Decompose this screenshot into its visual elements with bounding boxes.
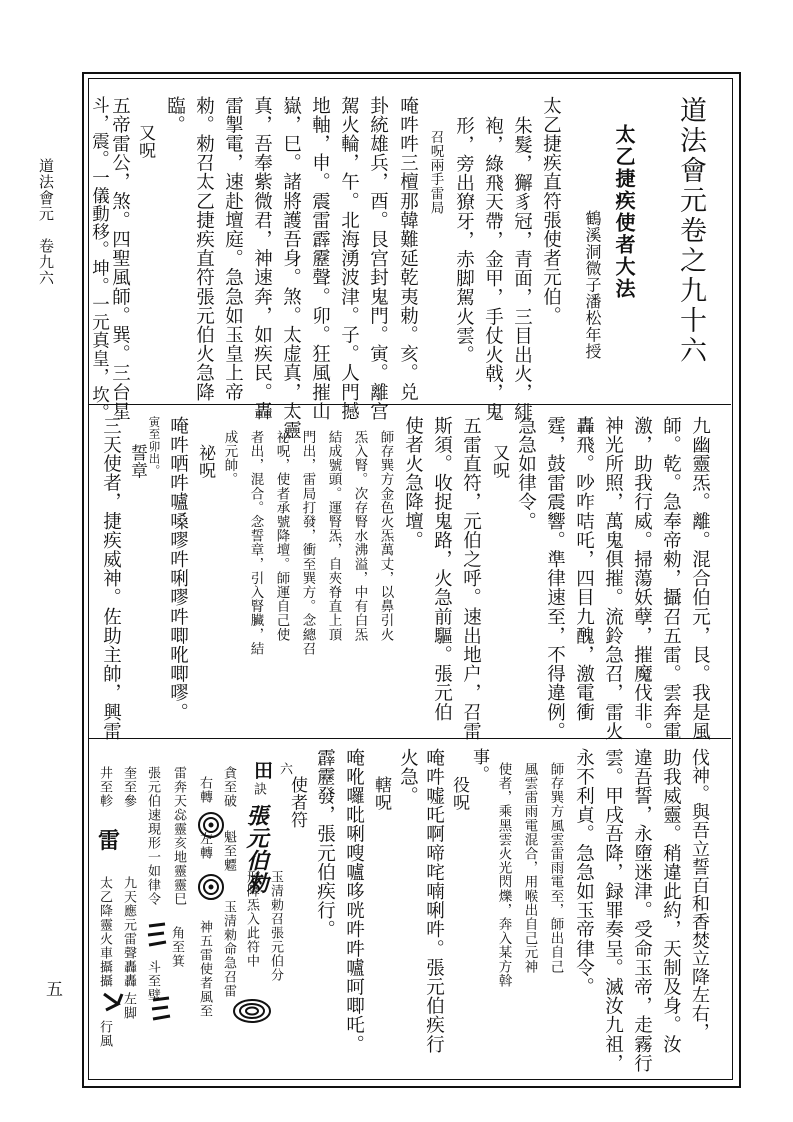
p1-line-8: 駕火輪，午。北海湧波津。子。人門撼 [338, 96, 360, 421]
talisman-note-5: 右轉 [197, 776, 212, 804]
p1-line-3: 袍，綠飛天帶，金甲，手仗火戟，鬼 [482, 116, 504, 422]
p2-line-1: 九幽靈炁。離。混合伯元，艮。我是風 [689, 416, 711, 741]
p2-line-13: 炁入腎。次存腎水沸溢，中有白炁 [351, 430, 368, 642]
talisman-note-17: 左脚 [121, 992, 136, 1020]
p1-line-17: 斗，震。一儀動移。坤。一元真皇，坎。 [89, 96, 110, 422]
talisman-jue: 訣 [251, 782, 266, 796]
p2-line-23: 三天使者，捷疾威神。佐助主帥，興雷 [100, 416, 122, 741]
panel-divider-1 [88, 404, 731, 405]
method-heading: 太乙捷疾使者大法 [612, 124, 636, 300]
talisman-note-12: 斗至壁 [145, 960, 160, 1002]
p1-line-12: 雷掣電，速赴壇庭。急急如玉皇上帝 [222, 96, 244, 402]
running-head: 道法會元 卷九六 [37, 158, 55, 286]
p2-line-11: 使者火急降壇。 [402, 416, 424, 550]
p2-line-3: 激，助我行威。掃蕩妖孽，摧魔伐非。 [631, 416, 653, 741]
p3-line-12: 火急。 [397, 748, 419, 806]
p1-line-14: 臨。 [164, 96, 186, 135]
talisman-three-strokes-2 [150, 994, 172, 1024]
p2-line-14: 結成號頭。運腎炁，自夾脊直上頂 [325, 430, 342, 642]
p2-line-19: 祕呪 [195, 444, 215, 480]
p2-line-21: 寅至卯出。 [147, 416, 162, 477]
p2-line-12: 師存巽方金色火炁萬丈，以鼻引火 [377, 430, 394, 642]
talisman-note-6: 左轉 [197, 832, 212, 860]
talisman-fu-name: 張元伯勑 [243, 804, 269, 895]
talisman-note-11: 張元伯速現形一如律令 [145, 766, 160, 906]
talisman-note-9: 雷奔天惢靈亥地靈靈巳 [171, 766, 186, 906]
talisman-foot-mark [100, 990, 126, 1014]
p1-line-9: 地軸，申。震雷霹靂聲。卯。狂風摧山 [309, 96, 331, 421]
talisman-lei-char: 雷 [98, 828, 121, 854]
talisman-note-2: 形降炁入此符中 [244, 870, 259, 968]
p2-line-17: 者出，混合。念誓章，引入腎臟，結 [247, 430, 264, 656]
p3-line-11: 唵吽嘘吒啊啼咤喃唎吽。張元伯疾行 [423, 748, 445, 1054]
p3-line-10: 役呪 [449, 776, 469, 812]
p3-line-8: 使者，乘黑雲火光閃爍，奔入某方斡 [495, 762, 512, 988]
talisman-note-16: 太乙降靈火車攝攝 [97, 876, 112, 988]
p2-line-5: 轟飛。吵咋咭吒，四目九醜，激電衝 [573, 416, 595, 722]
p1-line-2: 朱髮，獬豸冠，青面，三目出火，緋 [511, 116, 533, 422]
talisman-note-8: 神五雷使者風至 [197, 920, 212, 1018]
talisman-liu: 六 [277, 762, 292, 776]
talisman-spiral-right [196, 810, 226, 840]
p2-line-18: 成元帥。 [221, 430, 238, 487]
p2-line-9: 五雷直符，元伯之呼。速出地户，召雷 [460, 416, 482, 741]
p1-line-6: 唵吽吽三檀那韓難延乾夷勅。亥。兑 [397, 96, 419, 402]
talisman-note-15: 井至軫 [97, 766, 112, 808]
p2-line-4: 神光所照，萬鬼俱摧。流鈴急召，雷火 [602, 416, 624, 741]
p3-line-1: 伐神。與吾立誓百和香焚立降左右， [689, 748, 710, 1041]
p3-line-14: 唵吪囉吡唎嗖嚧哆咣吽吽嚧呵唧吒。 [343, 748, 365, 1054]
p2-line-10: 斯須。收捉鬼路，火急前驅。張元伯 [431, 416, 453, 722]
p3-line-6: 師存巽方風雲雷雨電至，師出自己 [547, 762, 564, 974]
p1-line-11: 真，吾奉紫微君，神速奔，如疾民。轟 [251, 96, 273, 421]
volume-title: 道法會元卷之九十六 [675, 96, 706, 366]
author-line: 鶴溪洞微子潘松年授 [583, 210, 602, 360]
p3-line-9: 事。 [469, 748, 489, 784]
talisman-zi-mark: 田 [254, 760, 274, 782]
talisman-note-18: 行風 [97, 1020, 112, 1048]
p3-line-7: 風雲雷雨電混合，用喉出自己元神 [521, 762, 538, 974]
p2-line-20: 唵吽哂吽嚧嗓嘐吽唎嘐吽唧吪唧嘐。 [167, 416, 189, 722]
p3-line-3: 違吾誓，永墮迷津。受命玉帝，走霧行 [631, 748, 653, 1073]
talisman-note-7: 玉清勑命急召雷 [221, 900, 236, 998]
talisman-note-14: 九天應元雷聲轟轟 [121, 876, 136, 988]
p2-line-8: 又呪 [489, 444, 509, 480]
p3-line-4: 雲。甲戌吾降，録罪奏呈。滅汝九祖， [602, 748, 624, 1073]
p1-line-1: 太乙捷疾直符張使者元伯。 [540, 96, 562, 326]
folio: 五 [42, 980, 62, 998]
p3-line-13: 轄呪 [371, 776, 391, 812]
p1-line-13: 勑。勑召太乙捷疾直符張元伯火急降 [193, 96, 215, 402]
p1-line-5: 召呪兩手雷局 [427, 130, 444, 215]
p3-line-5: 永不利貞。急急如玉帝律令。 [573, 748, 595, 997]
p3-line-2: 助我威靈。稍違此約，天制及身。汝 [660, 748, 682, 1054]
talisman-note-10: 角至箕 [169, 926, 184, 968]
talisman-note-4: 魁至魒 [221, 830, 236, 872]
talisman-note-3: 貪至破 [221, 766, 236, 808]
talisman-note-13: 奎至參 [121, 766, 136, 808]
p1-line-10: 嶽，巳。諸將護吾身。煞。太虚真，太靈 [280, 96, 302, 440]
p3-line-15: 霹靂發，張元伯疾行。 [314, 748, 336, 939]
talisman-three-strokes-1 [146, 920, 168, 950]
talisman-note-1: 玉清勅召張元伯分 [268, 870, 283, 982]
p1-line-4: 形，旁出獠牙，赤脚駕火雲。 [453, 116, 475, 365]
talisman-spiral-left [196, 872, 226, 902]
p1-line-16: 五帝雷公，煞。四聖風師。巽。三台星 [109, 96, 131, 421]
p1-line-7: 卦統雄兵，酉。艮宫封鬼門。寅。離宫 [367, 96, 389, 421]
p2-line-2: 師。乾。急奉帝勑，攝召五雷。雲奔電 [660, 416, 682, 741]
p1-line-15: 又呪 [135, 124, 155, 160]
p2-line-16: 祕呪，使者承號降壇。師運自己使 [273, 430, 290, 642]
p2-line-15: 門出，雷局打發，衝至巽方。念總召 [299, 430, 316, 656]
p2-line-22: 誓章 [127, 444, 147, 480]
p2-line-6: 霆，鼓雷震響。準律速至，不得違例。 [544, 416, 566, 741]
p3-line-16: 使者符 [287, 776, 307, 829]
talisman-spiral-top [230, 996, 274, 1026]
p2-line-7: 急急如律令。 [515, 416, 537, 531]
